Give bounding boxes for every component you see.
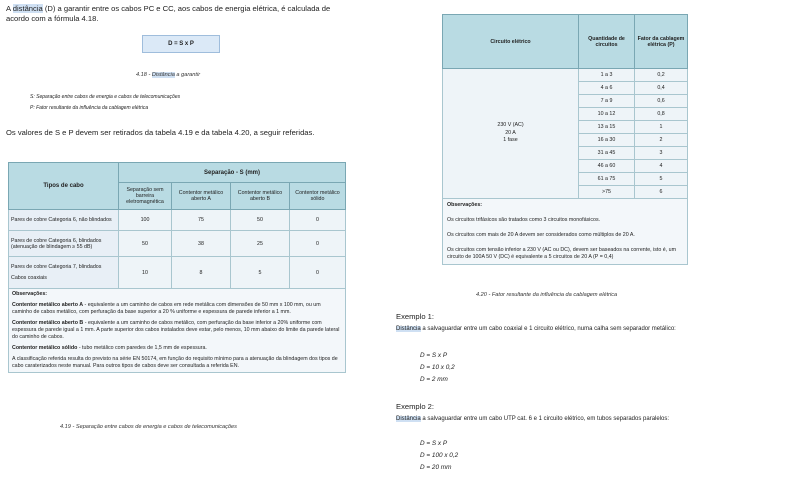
observation-text: A classificação referida resulta do previsto na série EN 50174, em função do requisito mínimo para a atenuação da blindagem dos tipos de cabo caraterizados neste manual. Para outros tipos de cabos deve ser consultada a referida EN. [12, 356, 338, 369]
col-header-quantidade: Quantidade de circuitos [579, 15, 635, 69]
example-2-eq: D = 100 x 0,2 [420, 452, 459, 459]
observation-text: - equivalente a um caminho de cabos metálico, com perfuração da base inferior a 20% uniforme com espessura de parede igual a 1 mm. A parte superior dos cabos instalados deve estar, pelo menos, 10 mm abaixo do limite da parede lateral do caminho de cabos. [12, 320, 340, 340]
intro-paragraph [6, 4, 354, 24]
observation-term: Contentor metálico aberto B [12, 320, 84, 326]
example-1-text [396, 326, 796, 332]
cell-fator: 0,2 [635, 69, 688, 82]
cell-value: 50 [231, 210, 290, 231]
observation-item [12, 302, 342, 316]
observations-cell [9, 289, 346, 373]
example-2-eq: D = 20 mm [420, 464, 452, 471]
table-row [9, 257, 346, 289]
cell-qty: 4 a 6 [579, 82, 635, 95]
circuit-cell [443, 69, 579, 199]
circuit-line: 20 A [505, 129, 516, 136]
observation-item [12, 345, 342, 352]
formula-caption-pre: 4.18 - [136, 72, 152, 78]
example-2-eq: D = S x P [420, 440, 448, 447]
cell-value: 50 [119, 231, 172, 257]
row-label-line: Pares de cobre Categoria 7, blindados [11, 264, 102, 270]
subcol-aberto-b: Contentor metálico aberto B [231, 183, 290, 210]
cell-value: 0 [290, 231, 346, 257]
cell-value: 75 [172, 210, 231, 231]
intro-highlight: distância [12, 4, 43, 13]
example-1-highlight: Distância [396, 326, 421, 332]
example-2-title: Exemplo 2: [396, 402, 434, 411]
cell-value: 8 [172, 257, 231, 289]
tables-reference-text: Os valores de S e P devem ser retirados da tabela 4.19 e da tabela 4.20, a seguir referidas. [6, 128, 315, 137]
legend-p: P: Fator resultante da influência da cablagem elétrica [30, 105, 149, 111]
cell-value: 5 [231, 257, 290, 289]
observation-text: - equivalente a um caminho de cabos em rede metálica com dimensões de 50 mm x 100 mm, ou um caminho de cabos metálico, com perfuração da base superior a 20 % uniforme e espessura de parede inferior a 1 mm. [12, 302, 321, 315]
cell-fator: 2 [635, 134, 688, 147]
cell-value: 0 [290, 210, 346, 231]
cell-qty: >75 [579, 186, 635, 199]
example-2-highlight: Distância [396, 416, 421, 422]
cell-fator: 0,6 [635, 95, 688, 108]
example-1-eq: D = 2 mm [420, 376, 448, 383]
formula-box: D = S x P [142, 35, 220, 53]
legend-s: S: Separação entre cabos de energia e cabos de telecomunicações [30, 94, 181, 100]
cell-value: 10 [119, 257, 172, 289]
table-row [443, 69, 688, 82]
cell-value: 25 [231, 231, 290, 257]
col-header-fator: Fator da cablagem elétrica (P) [635, 15, 688, 69]
row-label: Pares de cobre Categoria 6, não blindados [9, 210, 119, 231]
cell-qty: 16 a 30 [579, 134, 635, 147]
cell-value: 100 [119, 210, 172, 231]
cell-qty: 31 a 45 [579, 147, 635, 160]
subcol-aberto-a: Contentor metálico aberto A [172, 183, 231, 210]
example-1-title: Exemplo 1: [396, 312, 434, 321]
example-1-eq: D = 10 x 0,2 [420, 364, 455, 371]
cell-qty: 10 a 12 [579, 108, 635, 121]
observation-item [12, 356, 342, 370]
example-1-eq: D = S x P [420, 352, 448, 359]
observations-title: Observações: [12, 291, 48, 297]
row-label-line: Cabos coaxiais [11, 275, 47, 281]
observations-row [443, 199, 688, 265]
cell-value: 38 [172, 231, 231, 257]
cell-qty: 61 a 75 [579, 173, 635, 186]
observation-term: Contentor metálico aberto A [12, 302, 84, 308]
circuit-line: 230 V (AC) [497, 122, 524, 129]
cell-value: 0 [290, 257, 346, 289]
table-row [9, 210, 346, 231]
observations-cell [443, 199, 688, 265]
example-2-body: a salvaguardar entre um cabo UTP cat. 6 e 1 circuito elétrico, em tubos separados paralelos: [420, 416, 670, 422]
observations-title: Observações: [447, 202, 483, 208]
observation-term: Contentor metálico sólido [12, 345, 78, 351]
circuit-line: 1 fase [503, 137, 518, 144]
observation-item: Os circuitos com tensão inferior a 230 V (AC ou DC), devem ser baseados na corrente, isto é, um circuito de 100A 50 V (DC) é equivalente a 5 circuitos de 20 A (P = 0,4) [447, 247, 677, 260]
row-label: Pares de cobre Categoria 6, blindados (atenuação de blindagem ≥ 55 dB) [9, 231, 119, 257]
formula-caption-post: a garantir [174, 72, 201, 78]
cell-qty: 7 a 9 [579, 95, 635, 108]
observations-row [9, 289, 346, 373]
col-header-separacao: Separação - S (mm) [119, 163, 346, 183]
cell-fator: 1 [635, 121, 688, 134]
cell-fator: 0,4 [635, 82, 688, 95]
cell-fator: 4 [635, 160, 688, 173]
observation-text: - tubo metálico com paredes de 1,5 mm de espessura. [77, 345, 207, 351]
observation-item: Os circuitos com mais de 20 A devem ser considerados como múltiplos de 20 A. [447, 232, 635, 238]
col-header-circuito: Circuito elétrico [443, 15, 579, 69]
example-1-body: a salvaguardar entre um cabo coaxial e 1 circuito elétrico, numa calha sem separador metálico: [420, 326, 676, 332]
separation-table [8, 162, 346, 373]
observation-item [12, 320, 342, 341]
formula-caption-highlight: Distância [151, 72, 175, 78]
table-419-caption: 4.19 - Separação entre cabos de energia e cabos de telecomunicações [60, 424, 237, 430]
cell-fator: 5 [635, 173, 688, 186]
cell-fator: 0,8 [635, 108, 688, 121]
subcol-solido: Contentor metálico sólido [290, 183, 346, 210]
cell-fator: 6 [635, 186, 688, 199]
factor-table [442, 14, 688, 265]
observation-item: Os circuitos trifásicos são tratados como 3 circuitos monofásicos. [447, 217, 601, 223]
subcol-sem-barreira: Separação sem barreira eletromagnética [119, 183, 172, 210]
cell-qty: 46 a 60 [579, 160, 635, 173]
table-row [9, 231, 346, 257]
row-label [9, 257, 119, 289]
example-2-text [396, 416, 796, 422]
cell-qty: 1 a 3 [579, 69, 635, 82]
cell-fator: 3 [635, 147, 688, 160]
formula-caption [136, 72, 200, 78]
intro-text-start: A [6, 4, 13, 13]
table-420-caption: 4.20 - Fator resultante da influência da cablagem elétrica [476, 292, 618, 298]
col-header-tipos: Tipos de cabo [9, 163, 119, 210]
cell-qty: 13 a 15 [579, 121, 635, 134]
intro-text-end: (D) a garantir entre os cabos PC e CC, aos cabos de energia elétrica, é calculada de acordo com a fórmula 4.18. [6, 4, 331, 23]
